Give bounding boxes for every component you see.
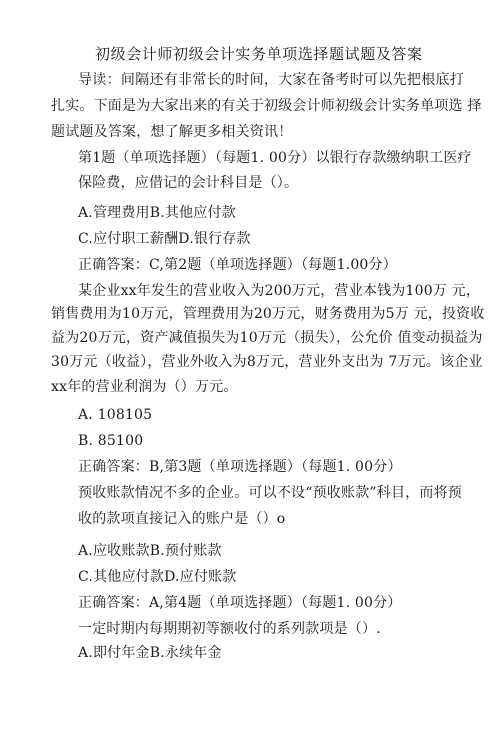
answer-option: B. 85100 [78, 433, 144, 449]
answer-option: A.管理费用B.其他应付款 [78, 205, 236, 221]
answer-option: C.其他应付款D.应付账款 [78, 569, 237, 585]
answer-option: C.应付职工薪酬D.银行存款 [78, 231, 251, 247]
answer-option: A.应收账款B.预付账款 [78, 543, 222, 559]
intro-line: 导读：间隔还有非常长的时间，大家在备考时可以先把根底打 [78, 72, 464, 88]
document-title: 初级会计师初级会计实务单项选择题试题及答案 [95, 45, 423, 63]
question-stem: 第1题（单项选择题）（每题1. 00分）以银行存款缴纳职工医疗 [78, 150, 472, 166]
intro-line: 扎实。下面是为大家出来的有关于初级会计师初级会计实务单项选 择 [51, 98, 482, 114]
question-stem: 某企业xx年发生的营业收入为200万元，营业本钱为100万 元， [78, 283, 481, 299]
question-stem: 一定时期内每期期初等额收付的系列款项是（）. [78, 621, 381, 637]
question-stem: 益为20万元，资产减值损失为10万元（损失），公允价 值变动损益为 [51, 330, 483, 346]
question-stem: 收的款项直接记入的账户是（）o [78, 511, 286, 527]
question-stem: 销售费用为10万元，管理费用为20万元，财务费用为5万 元，投资收 [51, 306, 485, 322]
answer-option: A. 108105 [78, 407, 153, 423]
answer-option: A.即付年金B.永续年金 [78, 645, 222, 661]
answer-line: 正确答案：A,第4题（单项选择题）（每题1. 00分） [78, 595, 402, 611]
answer-line: 正确答案：C,第2题（单项选择题）（每题1.00分） [78, 257, 397, 273]
intro-line: 题试题及答案，想了解更多相关资讯！ [51, 124, 293, 140]
question-stem: 30万元（收益），营业外收入为8万元，营业外支出为 7万元。该企业 [51, 354, 483, 370]
question-stem: 保险费，应借记的会计科目是（）。 [78, 175, 299, 191]
question-stem: 预收账款情况不多的企业。可以不设“预收账款”科目，而将预 [78, 485, 462, 501]
answer-line: 正确答案：B,第3题（单项选择题）（每题1. 00分） [78, 459, 402, 475]
question-stem: xx年的营业利润为（）万元。 [51, 379, 238, 395]
